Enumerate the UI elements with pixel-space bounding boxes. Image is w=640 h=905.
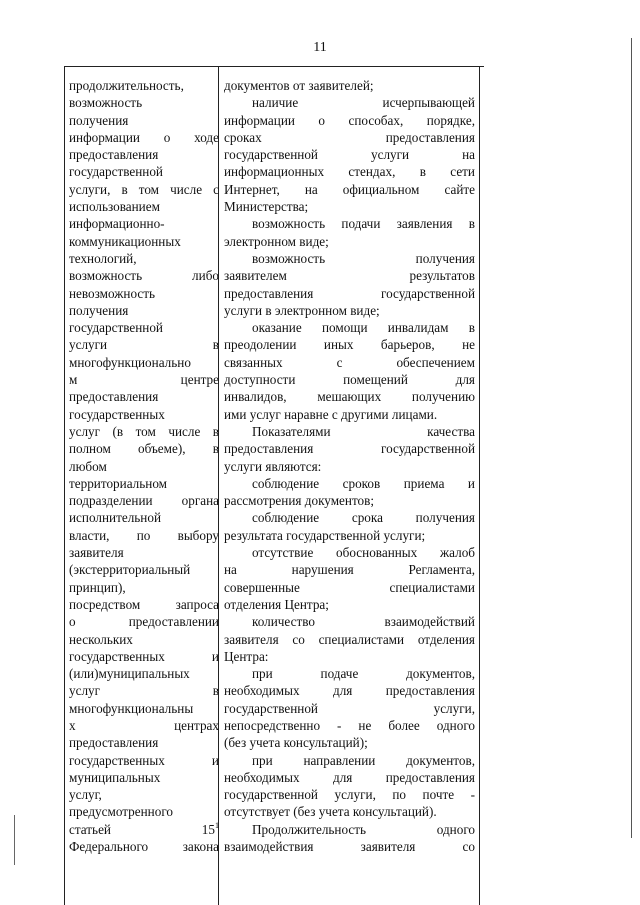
scan-edge-line (631, 38, 632, 838)
indicator-text-line: результата государственной услуги; (224, 527, 426, 543)
criteria-text-line: коммуникационных (69, 233, 181, 249)
criteria-text-line: нескольких (69, 631, 133, 647)
indicator-text-line: рассмотрения документов; (224, 493, 375, 509)
indicator-text-line: преодолении иных барьеров, не (224, 337, 475, 353)
indicator-text-line: связанных с обеспечением (224, 354, 475, 370)
criteria-text-line: Федерального закона (69, 839, 219, 855)
criteria-text-line: предоставления (69, 735, 159, 751)
criteria-text-line: услуги в (69, 337, 219, 353)
indicator-text-line: Продолжительность одного (252, 821, 475, 837)
criteria-text-line: предусмотренного (69, 804, 174, 820)
indicator-text-line: услуги в электронном виде; (224, 302, 380, 318)
indicator-text-line: предоставления государственной (224, 285, 475, 301)
indicator-text-line: документов от заявителей; (224, 78, 374, 93)
criteria-text-line: технологий, (69, 250, 137, 266)
criteria-text-line: государственных (69, 406, 165, 422)
criteria-text-line: услуг в (69, 683, 219, 699)
criteria-text-line: услуг, (69, 787, 102, 803)
criteria-text-line: многофункциональны (69, 700, 194, 716)
indicator-text-line: отделения Центра; (224, 596, 329, 612)
criteria-text-line: территориальном (69, 475, 168, 491)
indicator-text-line: оказание помощи инвалидам в (252, 320, 475, 336)
indicator-text-line: государственной услуги, по почте - (224, 787, 475, 803)
criteria-text-line: подразделении органа (69, 493, 219, 509)
indicator-text-line: предоставления государственной (224, 441, 475, 457)
indicator-text-line: доступности помещений для (224, 372, 475, 388)
criteria-text-line: м центре (69, 372, 219, 388)
page-number: 11 (313, 40, 327, 55)
criteria-text-line: невозможность (69, 285, 155, 301)
indicator-text-line: количество взаимодействий (252, 614, 475, 630)
indicator-text-line: услуги являются: (224, 458, 322, 474)
indicator-text-line: ими услуг наравне с другими лицами. (224, 406, 438, 422)
criteria-text-line: услуги, в том числе с (69, 181, 219, 197)
criteria-text-line: возможность либо (69, 268, 219, 284)
column-divider (479, 67, 480, 905)
criteria-text-line: государственной (69, 164, 163, 180)
indicator-text-line: взаимодействия заявителя со (224, 839, 475, 855)
criteria-text-line: многофункционально (69, 354, 191, 370)
criteria-text-line: использованием (69, 199, 160, 215)
indicator-text-line: необходимых для предоставления (224, 769, 475, 785)
criteria-text-line: статьей $15^1$ (69, 820, 219, 837)
criteria-text-line: (экстерриториальный (69, 562, 191, 578)
criteria-text-line: (или)муниципальных (69, 666, 190, 682)
indicator-text-line: соблюдение срока получения (252, 510, 475, 526)
criteria-text-line: заявителя (69, 545, 124, 561)
indicator-text-line: Министерства; (224, 199, 309, 215)
indicator-text-line: соблюдение сроков приема и (252, 475, 475, 491)
criteria-text-line: предоставления (69, 389, 159, 405)
indicator-text-line: (без учета консультаций); (224, 735, 368, 751)
indicator-text-line: при подаче документов, (252, 666, 475, 682)
indicator-text-line: на нарушения Регламента, (224, 562, 475, 578)
indicator-text-line: совершенные специалистами (224, 579, 475, 595)
indicator-text-line: информации о способах, порядке, (224, 112, 475, 128)
criteria-text-line: государственной (69, 320, 163, 336)
criteria-text-line: информации о ходе (69, 129, 219, 145)
scan-edge-mark (14, 815, 15, 865)
indicator-text-line: сроках предоставления (224, 129, 475, 145)
indicator-text-line: Показателями качества (252, 423, 475, 439)
indicator-text-line: непосредственно - не более одного (224, 717, 475, 733)
indicator-text-line: при направлении документов, (252, 752, 475, 768)
criteria-text-line: продолжительность, (69, 78, 184, 93)
criteria-text-line: возможность (69, 95, 143, 111)
indicator-text-line: отсутствует (без учета консультаций). (224, 804, 437, 820)
indicator-text-line: заявителя со специалистами отделения (224, 631, 475, 647)
superscript: 1 (215, 820, 219, 830)
indicator-text-line: Интернет, на официальном сайте (224, 181, 475, 197)
criteria-text-line: государственных и (69, 752, 219, 768)
indicator-text-line: возможность получения (252, 250, 475, 266)
indicator-text-line: необходимых для предоставления (224, 683, 475, 699)
criteria-text-line: власти, по выбору (69, 527, 219, 543)
indicator-text-line: информационных стендах, в сети (224, 164, 475, 180)
criteria-text-line: принцип), (69, 579, 126, 595)
indicator-text-line: отсутствие обоснованных жалоб (252, 545, 475, 561)
indicator-text-line: электронном виде; (224, 233, 329, 249)
criteria-text-line: получения (69, 112, 129, 128)
indicator-text-line: наличие исчерпывающей (252, 95, 475, 111)
indicator-text-line: инвалидов, мешающих получению (224, 389, 475, 405)
indicators-column (224, 77, 475, 855)
indicator-text-line: возможность подачи заявления в (252, 216, 475, 232)
criteria-text-line: исполнительной (69, 510, 162, 526)
regulation-table (64, 66, 484, 905)
criteria-text-line: х центрах (69, 717, 219, 733)
criteria-text-line: предоставления (69, 147, 159, 163)
indicator-text-line: государственной услуги, (224, 700, 475, 716)
criteria-text-line: получения (69, 302, 129, 318)
criteria-text-line: услуг (в том числе в (69, 423, 219, 439)
criteria-column (69, 77, 219, 855)
criteria-text-line: о предоставлении (69, 614, 219, 630)
criteria-text-line: полном объеме), в (69, 441, 219, 457)
indicator-text-line: заявителем результатов (224, 268, 475, 284)
criteria-text-line: посредством запроса (69, 596, 219, 612)
criteria-text-line: муниципальных (69, 769, 161, 785)
criteria-text-line: государственных и (69, 648, 219, 664)
indicator-text-line: Центра: (224, 648, 269, 664)
criteria-text-line: информационно- (69, 216, 165, 232)
criteria-text-line: любом (69, 458, 107, 474)
indicator-text-line: государственной услуги на (224, 147, 475, 163)
